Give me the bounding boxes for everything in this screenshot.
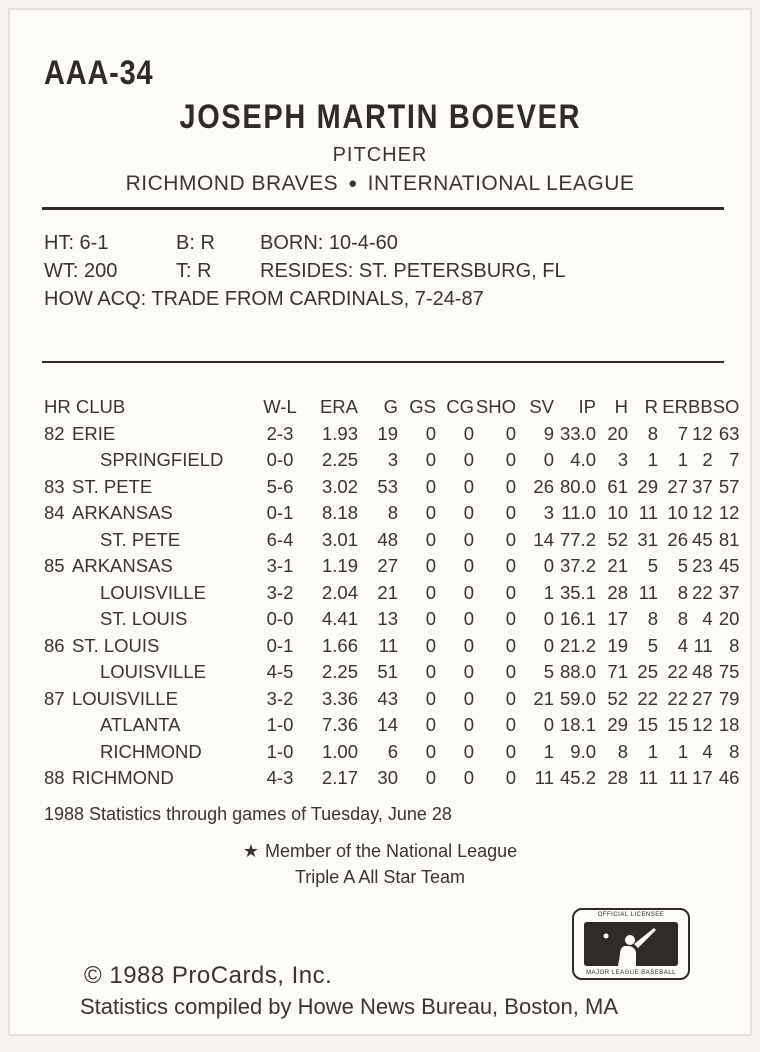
stats-header-row [44,394,739,421]
stats-row [44,659,739,686]
stats-row [44,553,739,580]
stats-cell-r: 5 [647,634,658,656]
stats-cell-era: 1.93 [321,422,358,444]
stats-cell-r: 11 [638,581,658,603]
header-hr-club: HR CLUB [44,396,126,418]
stats-cell-club: SPRINGFIELD [100,449,224,471]
stats-cell-g: 19 [377,422,398,444]
stats-cell-sho: 0 [505,475,516,497]
stats-cell-r: 5 [647,555,658,577]
stats-cell-wl: 4-5 [266,661,294,683]
stats-cell-r: 29 [637,475,658,497]
stats-cell-sv: 0 [543,608,554,630]
stats-cell-er: 22 [667,687,688,709]
stats-cell-cg: 0 [463,608,474,630]
stats-cell-h: 28 [607,767,628,789]
stats-cell-r: 15 [637,714,658,736]
stats-cell-era: 8.18 [321,502,358,524]
league-name: INTERNATIONAL LEAGUE [367,172,635,195]
stats-cell-g: 13 [377,608,398,630]
stats-cell-sho: 0 [505,449,516,471]
stats-row [44,527,739,554]
stats-row [44,421,739,448]
stats-cell-er: 1 [677,740,688,762]
stats-cell-era: 2.25 [321,449,358,471]
stats-cell-club: ST. PETE [100,528,181,550]
baseball-card-back [8,8,752,1036]
stats-cell-sho: 0 [505,687,516,709]
stats-cell-gs: 0 [425,528,436,550]
stats-cell-ip: 9.0 [570,740,596,762]
team-name: RICHMOND BRAVES [125,172,339,195]
allstar-line-1 [10,838,750,864]
stats-cell-er: 8 [677,581,688,603]
stats-cell-sho: 0 [505,634,516,656]
team-line [10,172,750,196]
stats-cell-club: RICHMOND [72,767,174,789]
stats-cell-gs: 0 [425,422,436,444]
stats-cell-wl: 1-0 [266,714,294,736]
header-er: ER [662,396,688,418]
stats-cell-so: 12 [718,502,740,524]
stats-cell-wl: 0-0 [266,608,294,630]
stats-row [44,580,739,607]
star-icon: ★ [242,841,259,861]
stats-cell-ip: 88.0 [559,661,596,683]
stats-cell-bb: 12 [692,714,713,736]
stats-cell-g: 27 [377,555,398,577]
player-name-text: JOSEPH MARTIN BOEVER [179,98,581,136]
stats-cell-g: 11 [378,634,398,656]
stats-cell-wl: 2-3 [266,422,294,444]
stats-row [44,500,739,527]
stats-cell-sv: 26 [533,475,554,497]
stats-cell-ip: 37.2 [559,555,596,577]
stats-cell-so: 18 [718,714,740,736]
stats-row [44,765,739,792]
header-bb: BB [688,396,713,418]
stats-cell-so: 75 [718,661,740,683]
stats-cell-wl: 1-0 [266,740,294,762]
stats-cell-cg: 0 [463,687,474,709]
stats-cell-g: 8 [387,502,398,524]
stats-cell-sv: 14 [533,528,554,550]
stats-cell-era: 1.66 [321,634,358,656]
stats-cell-yr [44,659,72,686]
stats-cell-club: LOUISVILLE [100,661,206,683]
card-number: AAA-34 [44,54,154,92]
stats-cell-club: ARKANSAS [72,555,173,577]
stats-cell-bb: 12 [692,502,713,524]
stats-cell-r: 31 [637,528,658,550]
stats-cell-sv: 0 [543,555,554,577]
stats-cell-ip: 21.2 [559,634,596,656]
stats-cell-era: 2.17 [321,767,358,789]
stats-row [44,474,739,501]
stats-cell-sv: 1 [543,740,554,762]
stats-cell-yr [44,447,72,474]
logo-top-text: OFFICIAL LICENSEE [597,912,665,918]
stats-cell-era: 3.02 [321,475,358,497]
stats-footnote: 1988 Statistics through games of Tuesday, June 28 [44,804,452,824]
stats-cell-sho: 0 [505,661,516,683]
stats-cell-ip: 45.2 [559,767,596,789]
stats-cell-cg: 0 [463,528,474,550]
stats-cell-sv: 3 [543,502,554,524]
stats-cell-g: 43 [377,687,398,709]
stats-cell-h: 52 [607,687,628,709]
stats-cell-so: 57 [718,475,740,497]
stats-cell-bb: 37 [692,475,713,497]
stats-cell-yr: 86 [44,634,65,656]
stats-cell-wl: 3-1 [266,555,294,577]
stats-cell-g: 30 [377,767,398,789]
allstar-text-1: Member of the National League [264,841,518,861]
stats-cell-cg: 0 [463,502,474,524]
stats-cell-yr [44,527,72,554]
stats-cell-bb: 23 [692,555,713,577]
stats-cell-ip: 80.0 [559,475,596,497]
header-sho: SHO [475,396,516,418]
logo-bottom-text: MAJOR LEAGUE BASEBALL [586,970,676,976]
stats-cell-so: 8 [729,634,740,656]
stats-cell-er: 27 [667,475,688,497]
stats-cell-sv: 0 [543,634,554,656]
stats-cell-ip: 4.0 [570,449,596,471]
stats-cell-ip: 16.1 [559,608,596,630]
stats-cell-h: 52 [607,528,628,550]
stats-cell-yr [44,739,72,766]
stats-cell-sv: 11 [534,767,554,789]
stats-cell-yr [44,580,72,607]
stats-cell-club: ERIE [72,422,116,444]
stats-cell-club: ST. LOUIS [100,608,188,630]
stats-body [44,421,739,792]
stats-cell-g: 21 [377,581,398,603]
throws: T: R [176,260,212,282]
stats-cell-bb: 2 [702,449,713,471]
stats-cell-wl: 5-6 [266,475,294,497]
stats-row [44,712,739,739]
stats-cell-era: 3.36 [321,687,358,709]
header-h: H [614,396,628,418]
copyright: © 1988 ProCards, Inc. [84,962,333,989]
weight: WT: 200 [44,260,118,282]
stats-cell-wl: 3-2 [266,581,294,603]
stats-cell-h: 61 [607,475,628,497]
stats-row [44,633,739,660]
stats-cell-club: ATLANTA [100,714,181,736]
stats-cell-sho: 0 [505,740,516,762]
stats-cell-bb: 48 [692,661,713,683]
stats-credits: Statistics compiled by Howe News Bureau, Boston, MA [80,994,619,1019]
player-name [10,98,750,137]
stats-cell-h: 17 [607,608,628,630]
stats-cell-er: 15 [667,714,688,736]
stats-cell-cg: 0 [463,555,474,577]
stats-cell-gs: 0 [425,555,436,577]
stats-cell-sv: 1 [543,581,554,603]
stats-cell-yr: 83 [44,475,65,497]
stats-cell-so: 20 [718,608,740,630]
header-cg: CG [446,396,474,418]
stats-cell-sv: 9 [543,422,554,444]
stats-cell-gs: 0 [425,634,436,656]
stats-cell-cg: 0 [463,661,474,683]
stats-cell-yr: 88 [44,767,65,789]
stats-cell-h: 71 [607,661,628,683]
stats-cell-ip: 11.0 [561,502,596,524]
stats-cell-club: ARKANSAS [72,502,173,524]
stats-cell-er: 22 [667,661,688,683]
stats-cell-sv: 5 [543,661,554,683]
stats-cell-wl: 6-4 [266,528,294,550]
stats-cell-so: 37 [718,581,740,603]
stats-cell-h: 19 [607,634,628,656]
stats-cell-club: LOUISVILLE [72,687,178,709]
stats-cell-gs: 0 [425,608,436,630]
stats-cell-r: 1 [647,449,658,471]
stats-cell-wl: 0-1 [266,502,294,524]
stats-cell-wl: 0-0 [266,449,294,471]
stats-cell-h: 21 [607,555,628,577]
stats-cell-sho: 0 [505,767,516,789]
stats-cell-er: 7 [677,422,688,444]
stats-cell-r: 22 [637,687,658,709]
stats-cell-so: 63 [718,422,740,444]
stats-cell-cg: 0 [463,422,474,444]
header-wl: W-L [263,396,297,418]
stats-row [44,606,739,633]
stats-cell-cg: 0 [463,714,474,736]
stats-row [44,686,739,713]
allstar-text-2: Triple A All Star Team [294,867,466,887]
divider-middle [42,361,724,363]
bats: B: R [176,232,215,254]
stats-cell-era: 7.36 [321,714,358,736]
stats-cell-yr: 85 [44,555,65,577]
header-r: R [644,396,658,418]
stats-cell-era: 2.25 [321,661,358,683]
stats-cell-er: 1 [677,449,688,471]
divider-top [42,207,724,210]
stats-cell-g: 48 [377,528,398,550]
stats-cell-cg: 0 [463,581,474,603]
stats-cell-so: 8 [729,740,740,762]
residence: RESIDES: ST. PETERSBURG, FL [260,260,566,282]
stats-cell-r: 11 [638,502,658,524]
stats-cell-yr: 84 [44,502,65,524]
stats-cell-r: 11 [638,767,658,789]
stats-cell-ip: 77.2 [559,528,596,550]
stats-cell-er: 26 [667,528,688,550]
stats-cell-cg: 0 [463,449,474,471]
stats-cell-gs: 0 [425,767,436,789]
stats-cell-sv: 0 [543,449,554,471]
stats-cell-g: 3 [387,449,398,471]
mlb-licensee-logo [572,908,690,980]
stats-cell-era: 4.41 [321,608,358,630]
stats-cell-er: 5 [677,555,688,577]
stats-cell-h: 29 [607,714,628,736]
bullet-icon: ● [348,175,358,192]
stats-cell-sho: 0 [505,581,516,603]
stats-cell-sho: 0 [505,502,516,524]
stats-cell-gs: 0 [425,714,436,736]
mlb-batter-logo-icon [584,922,678,966]
stats-cell-gs: 0 [425,449,436,471]
stats-cell-r: 25 [637,661,658,683]
stats-cell-era: 1.00 [321,740,358,762]
stats-cell-r: 8 [647,608,658,630]
stats-cell-ip: 35.1 [559,581,596,603]
stats-cell-gs: 0 [425,581,436,603]
stats-cell-wl: 3-2 [266,687,294,709]
stats-cell-g: 53 [377,475,398,497]
stats-row [44,447,739,474]
born-date: BORN: 10-4-60 [260,232,398,254]
stats-cell-yr [44,712,72,739]
stats-cell-wl: 0-1 [266,634,294,656]
stats-cell-club: ST. PETE [72,475,153,497]
header-g: G [383,396,398,418]
stats-cell-cg: 0 [463,767,474,789]
height: HT: 6-1 [44,232,109,254]
stats-cell-r: 8 [647,422,658,444]
stats-cell-wl: 4-3 [266,767,294,789]
stats-cell-bb: 27 [692,687,713,709]
stats-cell-yr [44,606,72,633]
stats-cell-bb: 17 [692,767,713,789]
stats-cell-bb: 4 [702,740,713,762]
player-position: PITCHER [332,144,428,166]
stats-cell-gs: 0 [425,661,436,683]
stats-cell-gs: 0 [425,502,436,524]
stats-cell-so: 79 [718,687,740,709]
allstar-note [10,838,750,890]
how-acquired: HOW ACQ: TRADE FROM CARDINALS, 7-24-87 [44,288,484,310]
stats-cell-h: 8 [617,740,628,762]
stats-cell-gs: 0 [425,740,436,762]
stats-cell-sv: 21 [533,687,554,709]
stats-cell-so: 46 [718,767,740,789]
stats-cell-h: 28 [607,581,628,603]
stats-cell-h: 3 [617,449,628,471]
header-ip: IP [578,396,596,418]
stats-cell-er: 10 [667,502,688,524]
stats-cell-cg: 0 [463,475,474,497]
stats-cell-sv: 0 [543,714,554,736]
stats-cell-ip: 18.1 [559,714,596,736]
stats-cell-so: 45 [718,555,740,577]
stats-cell-g: 6 [387,740,398,762]
stats-cell-sho: 0 [505,555,516,577]
header-era: ERA [319,396,358,418]
stats-cell-yr: 87 [44,687,65,709]
stats-cell-era: 1.19 [321,555,358,577]
stats-cell-club: RICHMOND [100,740,202,762]
stats-cell-so: 81 [718,528,740,550]
stats-table [44,394,739,792]
stats-cell-bb: 4 [702,608,713,630]
stats-cell-sho: 0 [505,528,516,550]
stats-cell-er: 8 [677,608,688,630]
stats-cell-h: 20 [607,422,628,444]
header-sv: SV [529,396,554,418]
stats-cell-h: 10 [607,502,628,524]
stats-cell-club: ST. LOUIS [72,634,160,656]
stats-cell-club: LOUISVILLE [100,581,206,603]
stats-cell-bb: 45 [692,528,713,550]
stats-cell-bb: 22 [692,581,713,603]
stats-cell-ip: 59.0 [559,687,596,709]
stats-cell-era: 3.01 [321,528,358,550]
stats-cell-ip: 33.0 [559,422,596,444]
stats-cell-sho: 0 [505,714,516,736]
stats-cell-er: 4 [677,634,688,656]
stats-cell-sho: 0 [505,422,516,444]
stats-cell-era: 2.04 [321,581,358,603]
stats-cell-cg: 0 [463,740,474,762]
stats-cell-g: 14 [377,714,398,736]
stats-cell-er: 11 [668,767,688,789]
stats-cell-yr: 82 [44,422,65,444]
stats-row [44,739,739,766]
stats-cell-r: 1 [647,740,658,762]
header-so: SO [712,396,740,418]
stats-cell-cg: 0 [463,634,474,656]
stats-cell-so: 7 [729,449,740,471]
stats-cell-bb: 12 [692,422,713,444]
header-gs: GS [409,396,436,418]
stats-cell-sho: 0 [505,608,516,630]
stats-cell-gs: 0 [425,475,436,497]
stats-cell-bb: 11 [693,634,713,656]
stats-cell-gs: 0 [425,687,436,709]
stats-cell-g: 51 [377,661,398,683]
